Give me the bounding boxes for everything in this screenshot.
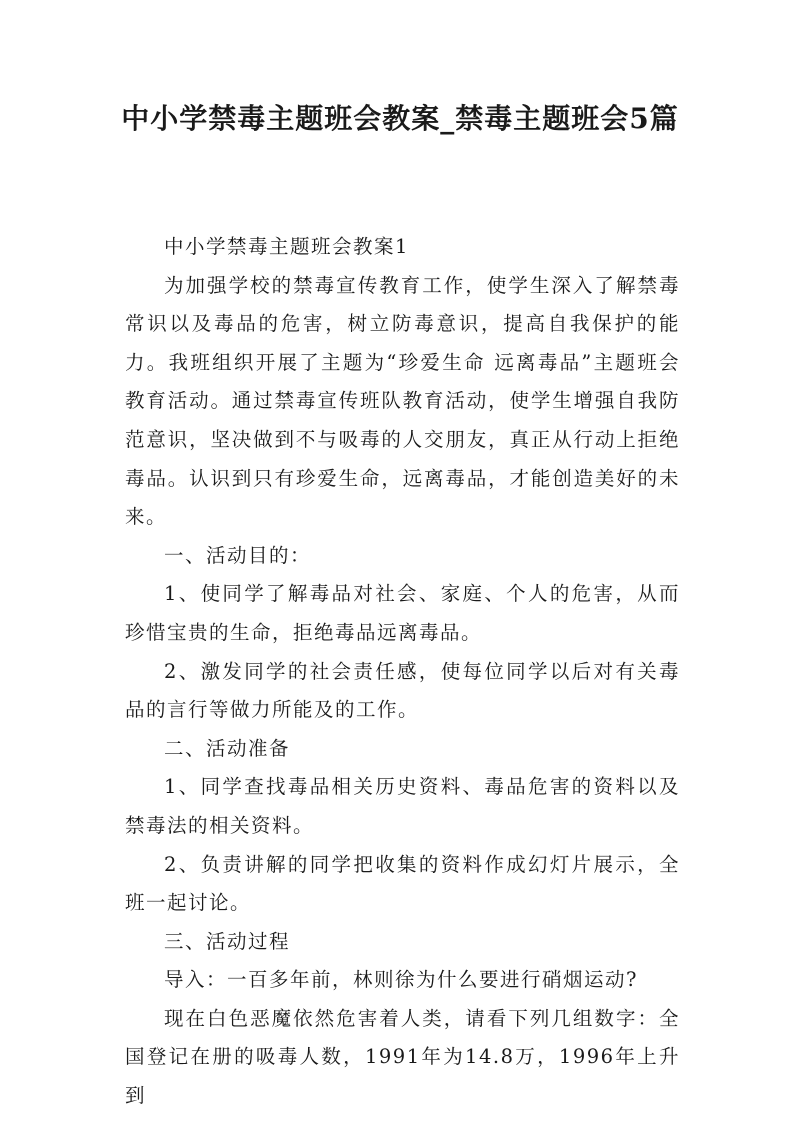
section-heading: 中小学禁毒主题班会教案1 (164, 235, 409, 258)
list-item: 1、同学查找毒品相关历史资料、毒品危害的资料以及禁毒法的相关资料。 (125, 775, 680, 837)
document-body (125, 228, 680, 1116)
section-heading: 二、活动准备 (164, 736, 291, 760)
list-item: 1、使同学了解毒品对社会、家庭、个人的危害，从而珍惜宝贵的生命，拒绝毒品远离毒品。 (125, 582, 680, 644)
body-paragraph: 为加强学校的禁毒宣传教育工作，使学生深入了解禁毒常识以及毒品的危害，树立防毒意识，提高自我保护的能力。我班组织开展了主题为“珍爱生命 远离毒品”主题班会教育活动。通过禁毒宣传班队教育活动，使学生增强自我防范意识，坚决做到不与吸毒的人交朋友，真正从行动上拒绝毒品。认识到只有珍爱生命，远离毒品，才能创造美好的未来。 (125, 273, 680, 529)
list-item: 2、负责讲解的同学把收集的资料作成幻灯片展示，全班一起讨论。 (125, 852, 680, 915)
list-item: 2、激发同学的社会责任感，使每位同学以后对有关毒品的言行等做力所能及的工作。 (125, 659, 680, 722)
section-heading: 一、活动目的： (164, 543, 312, 567)
body-paragraph: 导入：一百多年前，林则徐为什么要进行硝烟运动? (164, 968, 638, 992)
body-paragraph: 现在白色恶魔依然危害着人类，请看下列几组数字：全国登记在册的吸毒人数，1991年为14.8万，1996年上升到 (125, 1006, 680, 1108)
document-title: 中小学禁毒主题班会教案_禁毒主题班会5篇 (121, 102, 679, 135)
section-heading: 三、活动过程 (164, 929, 291, 953)
